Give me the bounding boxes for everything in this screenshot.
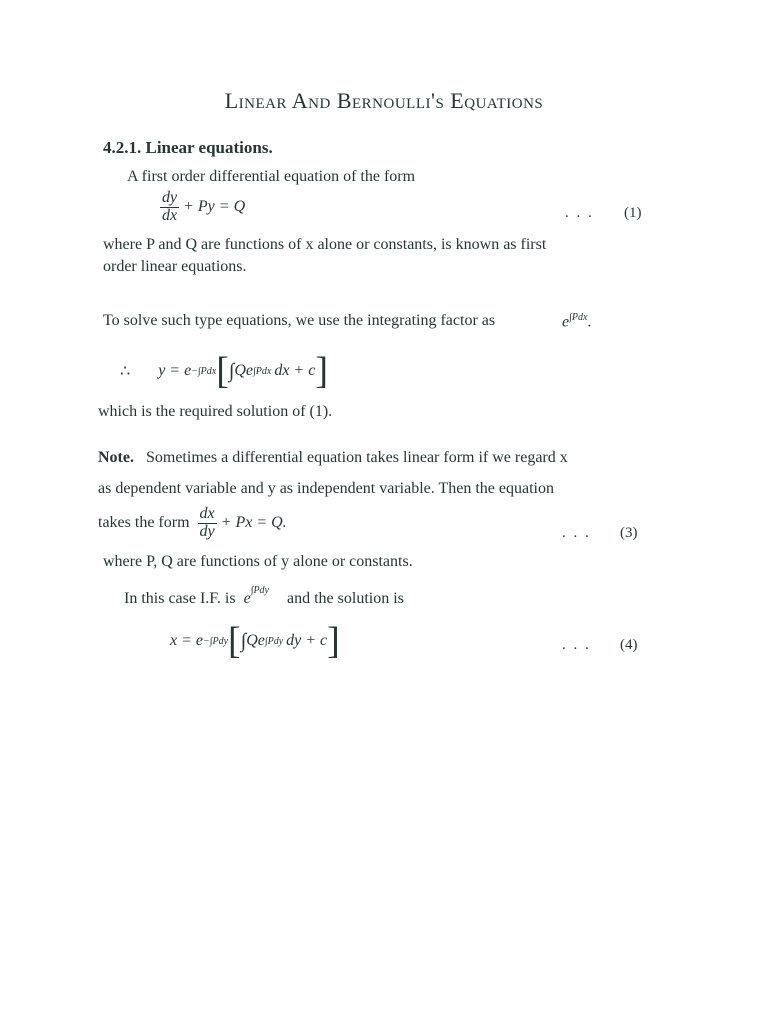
- equation-3-dots: . . .: [562, 525, 591, 541]
- paragraph-functions-of-y: where P, Q are functions of y alone or constants.: [103, 553, 413, 570]
- paragraph-if-line: In this case I.F. is $e^{\int Pdy}$ and the solution is: [124, 585, 404, 607]
- integral-sign: ∫: [228, 359, 235, 382]
- equation-4: x = e −∫Pdy [ ∫ Qe ∫Pdy dy + c ]: [170, 620, 340, 662]
- left-bracket: [: [216, 350, 229, 392]
- equation-4-number: (4): [620, 637, 638, 653]
- right-bracket: ]: [327, 620, 340, 662]
- paragraph-intro: A first order differential equation of the form: [127, 168, 416, 185]
- equation-1: $\frac{dy}{dx}$ + Py = Q: [162, 189, 246, 224]
- equation-4-dots: . . .: [562, 637, 591, 653]
- equation-1-number: (1): [624, 205, 642, 221]
- equation-2: ∴ y = e −∫Pdx [ ∫ Qe ∫Pdx dx + c ]: [120, 350, 328, 392]
- fraction-dy-dx: $\frac{dy}{dx}$: [162, 189, 178, 224]
- equation-3: takes the form $\frac{dx}{dy}$ + Px = Q.: [98, 505, 287, 540]
- equation-1-dots: . . .: [565, 205, 594, 221]
- paragraph-required-solution: which is the required solution of (1).: [98, 403, 333, 420]
- note-line2: as dependent variable and y as independent variable. Then the equation: [98, 480, 554, 497]
- paragraph-integrating-factor: To solve such type equations, we use the integrating factor as: [103, 312, 496, 329]
- page-title: Linear And Bernoulli's Equations: [224, 88, 544, 113]
- left-bracket: [: [228, 620, 241, 662]
- section-heading: 4.2.1. Linear equations.: [103, 138, 273, 157]
- fraction-dx-dy: $\frac{dx}{dy}$: [199, 505, 215, 540]
- paragraph-definition-line1: where P and Q are functions of x alone or constants, is known as first: [103, 236, 547, 253]
- equation-3-number: (3): [620, 525, 638, 541]
- integral-sign: ∫: [240, 629, 247, 652]
- note-label: Note.: [98, 449, 134, 466]
- integrating-factor-expression: $e^{\int Pdx}$.: [562, 312, 592, 331]
- note-line1: Note. Sometimes a differential equation takes linear form if we regard x: [98, 449, 568, 466]
- paragraph-definition-line2: order linear equations.: [103, 258, 247, 275]
- right-bracket: ]: [315, 350, 328, 392]
